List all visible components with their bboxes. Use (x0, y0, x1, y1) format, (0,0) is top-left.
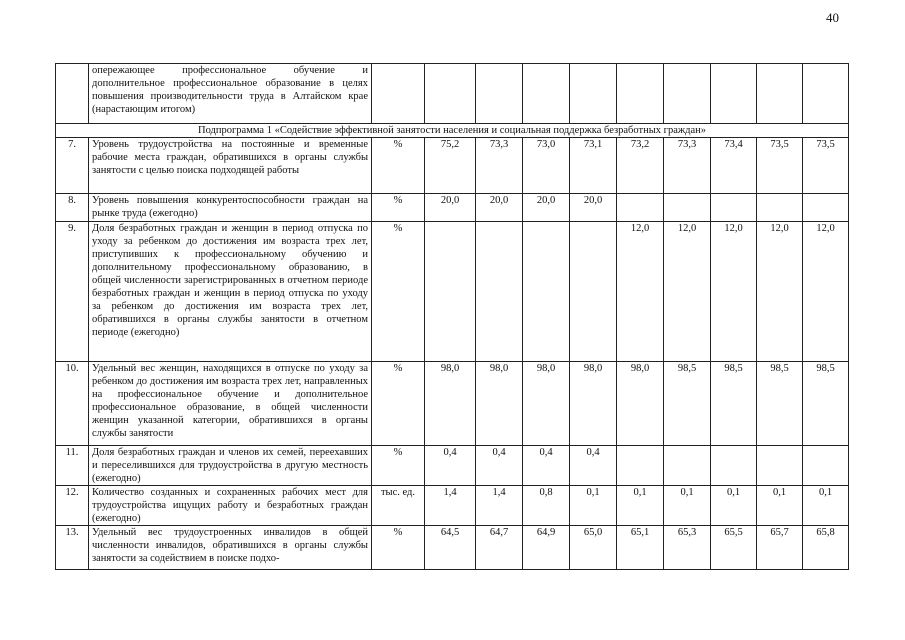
value-cell: 20,0 (425, 194, 476, 222)
indicator-name: Уровень повышения конкурентоспособности граждан на рынке труда (ежегодно) (89, 194, 372, 222)
value-cell: 0,1 (664, 486, 711, 526)
value-cell: 20,0 (476, 194, 523, 222)
value-cell: 65,0 (570, 526, 617, 570)
table-row (56, 446, 849, 486)
value-cell (757, 446, 803, 486)
value-cell: 98,0 (425, 362, 476, 446)
unit-cell: % (372, 526, 425, 570)
row-number: 12. (56, 486, 89, 526)
value-cell: 73,2 (617, 138, 664, 194)
value-cell: 98,0 (570, 362, 617, 446)
value-cell: 98,0 (476, 362, 523, 446)
value-cell: 0,1 (711, 486, 757, 526)
value-cell: 1,4 (425, 486, 476, 526)
row-number: 13. (56, 526, 89, 570)
value-cell: 12,0 (757, 222, 803, 362)
value-cell: 65,3 (664, 526, 711, 570)
value-cell (570, 222, 617, 362)
value-cell (570, 64, 617, 124)
indicator-name: опережающее профессиональное обучение и дополнительное профессиональное образование в целях повышения производительности труда в Алтайском крае (нарастающим итогом) (89, 64, 372, 124)
value-cell (803, 446, 849, 486)
value-cell (757, 64, 803, 124)
table-row (56, 138, 849, 194)
value-cell: 98,5 (803, 362, 849, 446)
row-number: 11. (56, 446, 89, 486)
value-cell: 73,4 (711, 138, 757, 194)
unit-cell: тыс. ед. (372, 486, 425, 526)
value-cell: 0,4 (523, 446, 570, 486)
value-cell: 64,7 (476, 526, 523, 570)
value-cell: 73,0 (523, 138, 570, 194)
subprogram-row (56, 124, 849, 138)
value-cell (711, 194, 757, 222)
row-number: 8. (56, 194, 89, 222)
value-cell (617, 64, 664, 124)
value-cell (664, 64, 711, 124)
table-row (56, 64, 849, 124)
value-cell (664, 194, 711, 222)
indicator-name: Удельный вес трудоустроенных инвалидов в общей численности инвалидов, обратившихся в органы службы занятости за содействием в поиске подхо- (89, 526, 372, 570)
value-cell (711, 64, 757, 124)
value-cell: 75,2 (425, 138, 476, 194)
value-cell (803, 194, 849, 222)
value-cell: 65,7 (757, 526, 803, 570)
value-cell: 65,8 (803, 526, 849, 570)
value-cell (617, 194, 664, 222)
value-cell (425, 222, 476, 362)
value-cell: 64,5 (425, 526, 476, 570)
value-cell (523, 64, 570, 124)
unit-cell (372, 64, 425, 124)
row-number: 10. (56, 362, 89, 446)
unit-cell: % (372, 446, 425, 486)
value-cell: 0,4 (570, 446, 617, 486)
value-cell: 73,1 (570, 138, 617, 194)
value-cell: 73,5 (803, 138, 849, 194)
indicator-name: Доля безработных граждан и женщин в период отпуска по уходу за ребенком до достижения им возраста трех лет, приступивших к профессиональному обучению и дополнительному профессиональному образованию, в общей численности зарегистрированных в отчетном периоде безработных граждан и женщин в период отпуска по уходу за ребенком до достижения им возраста трех лет, обратившихся в органы службы занятости в отчетном периоде (ежегодно) (89, 222, 372, 362)
value-cell (523, 222, 570, 362)
value-cell (476, 64, 523, 124)
unit-cell: % (372, 194, 425, 222)
value-cell: 20,0 (523, 194, 570, 222)
indicator-name: Уровень трудоустройства на постоянные и временные рабочие места граждан, обратившихся в органы службы занятости с целью поиска подходящей работы (89, 138, 372, 194)
value-cell: 98,5 (757, 362, 803, 446)
page-number: 40 (826, 10, 839, 25)
subprogram-title: Подпрограмма 1 «Содействие эффективной занятости населения и социальная поддержка безработных граждан» (56, 124, 849, 138)
row-number: 7. (56, 138, 89, 194)
value-cell: 98,5 (711, 362, 757, 446)
value-cell (757, 194, 803, 222)
value-cell: 0,4 (425, 446, 476, 486)
indicator-name: Количество созданных и сохраненных рабочих мест для трудоустройства ищущих работу и безработных граждан (ежегодно) (89, 486, 372, 526)
unit-cell: % (372, 362, 425, 446)
value-cell: 0,8 (523, 486, 570, 526)
value-cell: 73,5 (757, 138, 803, 194)
value-cell: 98,0 (617, 362, 664, 446)
value-cell: 12,0 (803, 222, 849, 362)
value-cell: 98,0 (523, 362, 570, 446)
value-cell: 73,3 (664, 138, 711, 194)
table-row (56, 362, 849, 446)
indicators-table (55, 63, 849, 570)
row-number (56, 64, 89, 124)
value-cell: 0,1 (570, 486, 617, 526)
value-cell (476, 222, 523, 362)
indicator-name: Удельный вес женщин, находящихся в отпуске по уходу за ребенком до достижения им возраста трех лет, направленных на профессиональное обучение и дополнительное профессиональное образование, в общей численности женщин указанной категории, обратившихся в органы службы занятости (89, 362, 372, 446)
value-cell (711, 446, 757, 486)
value-cell: 0,1 (617, 486, 664, 526)
value-cell: 0,1 (757, 486, 803, 526)
value-cell: 0,1 (803, 486, 849, 526)
value-cell: 65,5 (711, 526, 757, 570)
value-cell: 12,0 (711, 222, 757, 362)
value-cell: 65,1 (617, 526, 664, 570)
table-row (56, 194, 849, 222)
value-cell (617, 446, 664, 486)
value-cell (803, 64, 849, 124)
value-cell: 0,4 (476, 446, 523, 486)
value-cell: 73,3 (476, 138, 523, 194)
row-number: 9. (56, 222, 89, 362)
value-cell: 20,0 (570, 194, 617, 222)
value-cell: 12,0 (617, 222, 664, 362)
table-row (56, 486, 849, 526)
unit-cell: % (372, 138, 425, 194)
indicator-name: Доля безработных граждан и членов их семей, переехавших и переселившихся для трудоустройства в другую местность (ежегодно) (89, 446, 372, 486)
value-cell: 64,9 (523, 526, 570, 570)
table-row (56, 222, 849, 362)
value-cell: 12,0 (664, 222, 711, 362)
unit-cell: % (372, 222, 425, 362)
value-cell: 98,5 (664, 362, 711, 446)
value-cell: 1,4 (476, 486, 523, 526)
value-cell (425, 64, 476, 124)
table-row (56, 526, 849, 570)
value-cell (664, 446, 711, 486)
